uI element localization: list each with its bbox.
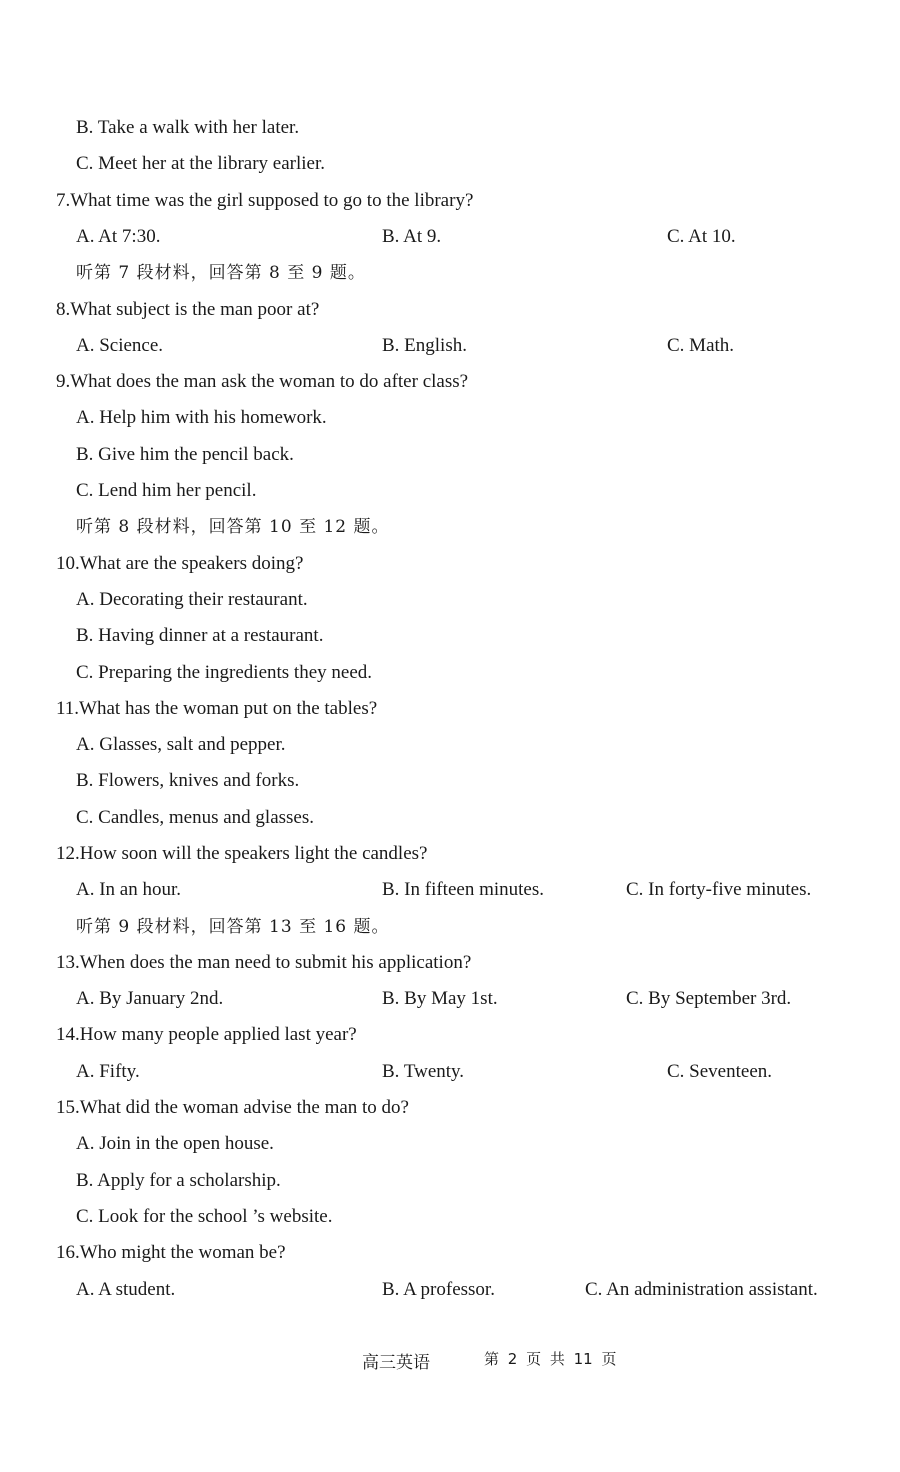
option-c: C. At 10. (667, 226, 736, 247)
option: C. Lend him her pencil. (76, 480, 257, 501)
option: C. Preparing the ingredients they need. (76, 662, 373, 683)
option-a: A. A student. (76, 1279, 176, 1300)
option-b: B. By May 1st. (382, 988, 498, 1009)
question: 8.What subject is the man poor at? (56, 299, 320, 320)
option: B. Having dinner at a restaurant. (76, 625, 324, 646)
option: B. Give him the pencil back. (76, 444, 294, 465)
option: B. Take a walk with her later. (76, 117, 300, 138)
option: B. Apply for a scholarship. (76, 1170, 281, 1191)
option-b: B. Twenty. (382, 1061, 465, 1082)
option-a: A. By January 2nd. (76, 988, 224, 1009)
option: A. Decorating their restaurant. (76, 589, 308, 610)
option-c: C. Math. (667, 335, 735, 356)
option: C. Candles, menus and glasses. (76, 807, 315, 828)
question: 16.Who might the woman be? (56, 1242, 286, 1263)
footer-page-number: 第 2 页 共 11 页 (484, 1350, 617, 1368)
option: C. Look for the school ’s website. (76, 1206, 333, 1227)
option-b: B. English. (382, 335, 467, 356)
section-instruction: 听第 9 段材料，回答第 13 至 16 题。 (76, 917, 390, 937)
footer-subject: 高三英语 (362, 1353, 430, 1373)
option: A. Join in the open house. (76, 1133, 274, 1154)
question: 10.What are the speakers doing? (56, 553, 304, 574)
option-c: C. An administration assistant. (585, 1279, 818, 1300)
option-a: A. Fifty. (76, 1061, 140, 1082)
question: 11.What has the woman put on the tables? (56, 698, 378, 719)
option-b: B. A professor. (382, 1279, 495, 1300)
section-instruction: 听第 8 段材料，回答第 10 至 12 题。 (76, 517, 390, 537)
question: 7.What time was the girl supposed to go to the library? (56, 190, 474, 211)
question: 13.When does the man need to submit his application? (56, 952, 472, 973)
option-c: C. By September 3rd. (626, 988, 792, 1009)
question: 12.How soon will the speakers light the candles? (56, 843, 428, 864)
option-c: C. In forty-five minutes. (626, 879, 812, 900)
option: A. Help him with his homework. (76, 407, 327, 428)
option-a: A. At 7:30. (76, 226, 161, 247)
question: 15.What did the woman advise the man to do? (56, 1097, 409, 1118)
section-instruction: 听第 7 段材料，回答第 8 至 9 题。 (76, 263, 366, 283)
option: A. Glasses, salt and pepper. (76, 734, 286, 755)
question: 9.What does the man ask the woman to do after class? (56, 371, 469, 392)
question: 14.How many people applied last year? (56, 1024, 357, 1045)
option: C. Meet her at the library earlier. (76, 153, 326, 174)
option-a: A. In an hour. (76, 879, 182, 900)
option-c: C. Seventeen. (667, 1061, 773, 1082)
option: B. Flowers, knives and forks. (76, 770, 300, 791)
option-b: B. In fifteen minutes. (382, 879, 544, 900)
option-a: A. Science. (76, 335, 164, 356)
option-b: B. At 9. (382, 226, 442, 247)
